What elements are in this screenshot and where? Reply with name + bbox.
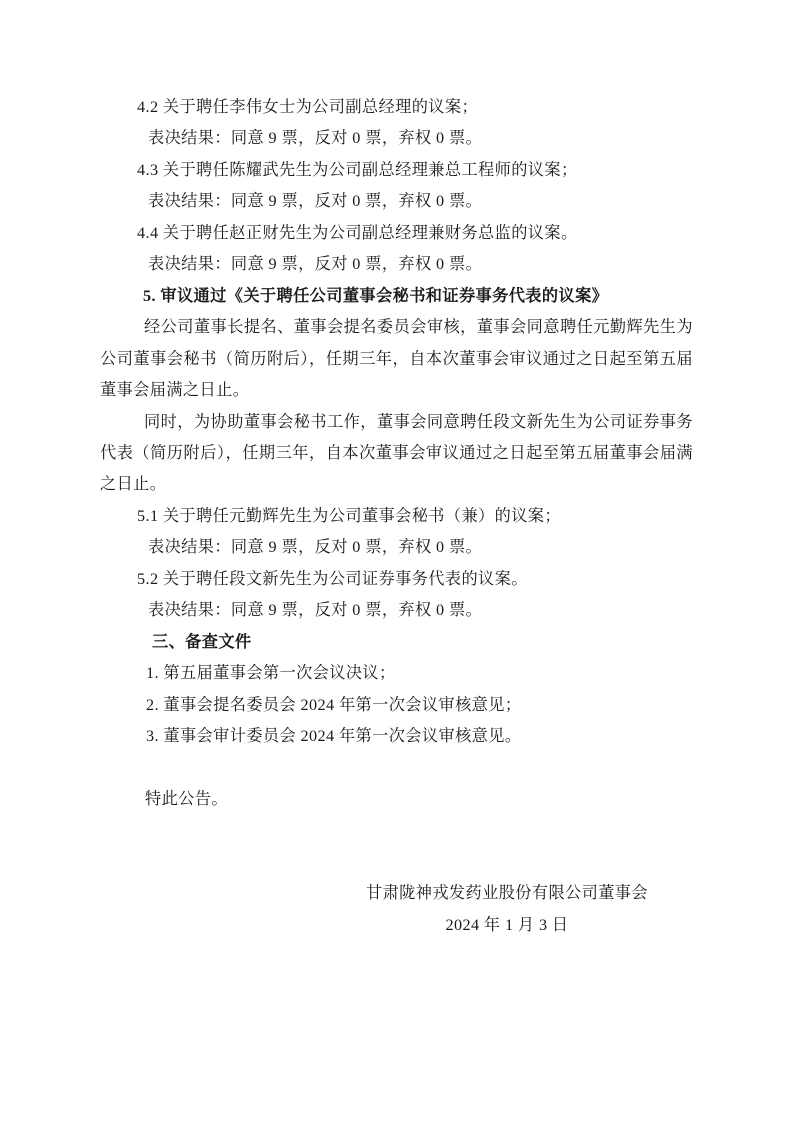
proposal-item-4-3: 4.3 关于聘任陈耀武先生为公司副总经理兼总工程师的议案；	[137, 160, 578, 179]
vote-result-4-3: 表决结果：同意 9 票，反对 0 票，弃权 0 票。	[148, 192, 483, 211]
filing-doc-item-3: 3. 董事会审计委员会 2024 年第一次会议审核意见。	[146, 727, 522, 746]
proposal-item-4-4: 4.4 关于聘任赵正财先生为公司副总经理兼财务总监的议案。	[137, 223, 578, 242]
vote-result-4-4: 表决结果：同意 9 票，反对 0 票，弃权 0 票。	[148, 255, 483, 274]
filing-doc-item-2: 2. 董事会提名委员会 2024 年第一次会议审核意见；	[146, 695, 522, 714]
signature-block	[366, 878, 648, 941]
section-heading-documents: 三、备查文件	[152, 632, 252, 651]
signature-date: 2024 年 1 月 3 日	[445, 915, 569, 934]
signature-company: 甘肃陇神戎发药业股份有限公司董事会	[366, 884, 648, 903]
proposal-item-5-1: 5.1 关于聘任元勤辉先生为公司董事会秘书（兼）的议案；	[137, 506, 561, 525]
closing-statement: 特此公告。	[145, 789, 228, 808]
vote-result-5-2: 表决结果：同意 9 票，反对 0 票，弃权 0 票。	[148, 601, 483, 620]
body-paragraph-secretary: 经公司董事长提名、董事会提名委员会审核，董事会同意聘任元勤辉先生为公司董事会秘书（简历附后），任期三年，自本次董事会审议通过之日起至第五届董事会届满之日止。	[100, 318, 693, 400]
proposal-item-4-2: 4.2 关于聘任李伟女士为公司副总经理的议案；	[137, 98, 479, 116]
body-paragraph-representative: 同时，为协助董事会秘书工作，董事会同意聘任段文新先生为公司证券事务代表（简历附后），任期三年，自本次董事会审议通过之日起至第五届董事会届满之日止。	[100, 412, 693, 494]
agenda-heading-5: 5. 审议通过《关于聘任公司董事会秘书和证券事务代表的议案》	[143, 286, 609, 305]
filing-doc-item-1: 1. 第五届董事会第一次会议决议；	[146, 664, 396, 683]
vote-result-5-1: 表决结果：同意 9 票，反对 0 票，弃权 0 票。	[148, 538, 483, 557]
vote-result-4-2: 表决结果：同意 9 票，反对 0 票，弃权 0 票。	[148, 129, 483, 148]
proposal-item-5-2: 5.2 关于聘任段文新先生为公司证券事务代表的议案。	[137, 569, 528, 588]
